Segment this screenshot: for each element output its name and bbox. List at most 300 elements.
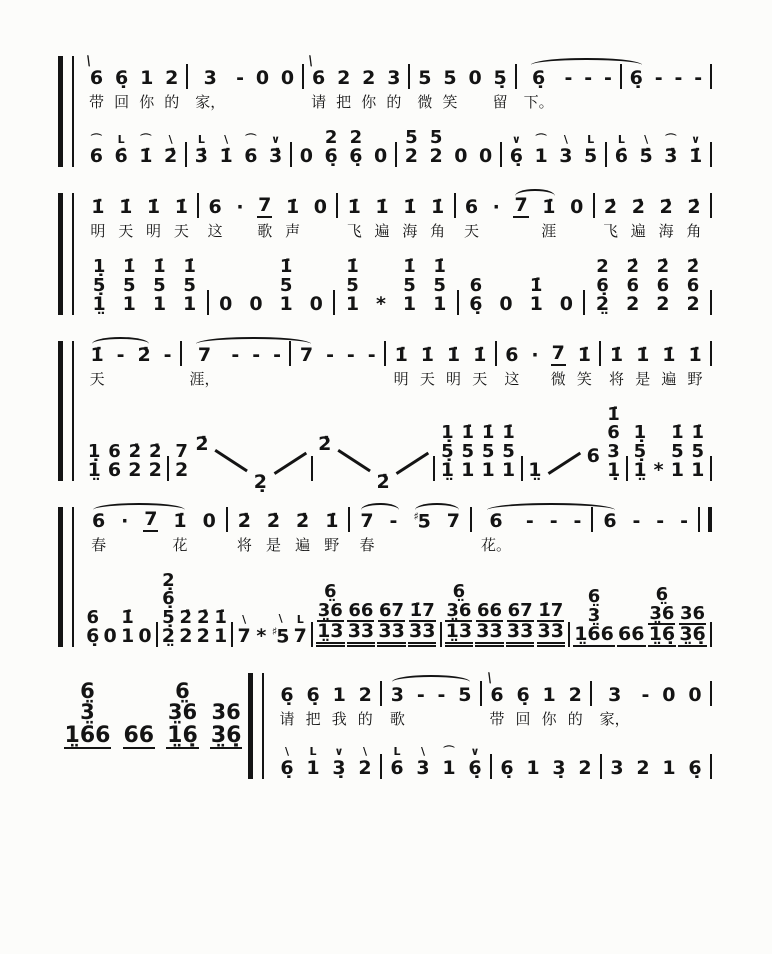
barline: [167, 456, 169, 481]
barline: [708, 290, 714, 315]
note-number: 2: [358, 756, 372, 779]
note-cell: [572, 756, 598, 779]
note-cell: [84, 198, 112, 242]
barline: [333, 290, 335, 315]
chord-note: 6̤: [80, 678, 95, 703]
note-cell: [682, 343, 708, 390]
note-cell: [578, 69, 598, 113]
fingering-mark: ⌒: [443, 744, 455, 758]
lyric: 天: [173, 222, 189, 241]
note-cell: [84, 509, 113, 556]
note-number: 2: [358, 683, 372, 706]
barline: [593, 193, 595, 218]
staff-lines: [58, 678, 248, 749]
note-number: 6̣: [280, 756, 294, 779]
chord-note: 1̇: [279, 256, 293, 278]
barline: [311, 622, 313, 647]
note-number: 1̤3: [316, 622, 344, 647]
note-number: 3̇: [269, 145, 283, 168]
chord-note: 1̇: [403, 256, 416, 278]
lyric: 花。: [480, 535, 511, 554]
lyric: 是: [265, 535, 281, 554]
note-number: 6̣: [324, 145, 338, 168]
lyric: 野: [324, 535, 340, 554]
barline: [515, 64, 517, 89]
lyric: 遍: [374, 222, 390, 241]
double-barline: [698, 507, 712, 532]
note-cell: [288, 509, 317, 556]
fingering-mark: \: [242, 612, 247, 626]
note-cell: [680, 198, 708, 242]
note-cell: [259, 509, 288, 556]
note-number: 1̤66: [574, 622, 614, 645]
barline: [710, 456, 712, 481]
lyric: 声: [285, 222, 301, 241]
melody-line: [84, 53, 714, 113]
note-number: 1̇: [446, 343, 461, 366]
barline: [710, 193, 712, 218]
fingering-mark: ⌒: [245, 133, 257, 147]
barline: [710, 754, 712, 779]
note-cell: [414, 343, 440, 390]
fingering-mark: \: [485, 670, 493, 687]
chord-note: 1̇: [346, 256, 359, 278]
note-number: 1: [670, 458, 684, 481]
note-cell: [340, 343, 361, 390]
lyric: 涯，: [189, 369, 220, 388]
tie-arc: [515, 189, 554, 203]
note-cell: [683, 134, 708, 167]
chord-note: 2: [324, 126, 338, 148]
barline: [302, 64, 304, 89]
fingering-mark: ∨: [334, 744, 344, 758]
chord-note: 1̇: [214, 606, 227, 628]
fingering-mark: \: [563, 133, 568, 147]
note-cell: [624, 69, 649, 113]
note-cell: [688, 424, 708, 481]
note-number: -: [163, 343, 172, 366]
note-cell: [140, 198, 168, 242]
chord-note: 5: [502, 440, 515, 462]
barline: [380, 754, 382, 779]
note-cell: [505, 599, 536, 647]
fingering-mark-row: [279, 613, 283, 626]
note-number: 2̇: [687, 196, 701, 219]
note-cell: [648, 258, 678, 315]
note-number: 5̇: [639, 145, 653, 168]
lyric: 的: [567, 709, 583, 728]
barline: [710, 681, 712, 706]
note-number: 6: [390, 756, 404, 779]
note-number: 1̇: [91, 196, 105, 219]
chord-note: 6: [469, 274, 483, 296]
note-cell: [356, 69, 381, 113]
chord-note: 2: [349, 126, 363, 148]
note-number: 1: [140, 67, 154, 89]
note-number: 6: [311, 67, 326, 89]
note-cell: [125, 440, 145, 481]
chord-note: 2̇: [179, 606, 193, 628]
barline: [710, 622, 712, 647]
note-cell: [478, 424, 498, 481]
lyric: 带: [489, 709, 505, 728]
chord-note: 5: [481, 440, 495, 462]
note-cell: [171, 440, 191, 481]
note-cell: [279, 198, 307, 242]
barline: [599, 341, 601, 366]
note-cell: [458, 198, 486, 242]
note-cell: [578, 134, 603, 167]
note-number: *: [653, 458, 664, 481]
chord-note: 5̣: [633, 440, 647, 462]
note-number: 3: [608, 683, 622, 706]
barline: [440, 622, 442, 647]
note-number: -: [236, 67, 244, 89]
note-number: 3: [390, 683, 404, 706]
chord-note: 5: [153, 274, 166, 296]
note-number: -: [116, 343, 125, 366]
chord-note: 2̇: [128, 440, 142, 462]
chord-note: 6̣: [596, 274, 609, 296]
tie-arc: [93, 503, 186, 517]
note-number: 2: [337, 67, 351, 89]
note-cell: [241, 292, 271, 315]
lyric: 回: [114, 92, 130, 111]
chord-note: 67: [507, 599, 533, 621]
system-row: [58, 193, 714, 315]
note-number: 6: [89, 145, 103, 168]
note-cell: [656, 343, 682, 390]
note-number: -: [674, 67, 683, 89]
score-block: [58, 678, 248, 749]
lyric: 角: [430, 222, 446, 241]
note-cell: [440, 343, 466, 390]
note-number: 3: [203, 67, 217, 89]
staff-lines: [84, 53, 714, 168]
note-cell: [439, 509, 468, 556]
chord-note: 6̤: [655, 584, 669, 606]
barline: [708, 193, 714, 242]
tie-arc: [196, 337, 311, 351]
lyric: 春: [91, 535, 107, 554]
note-number: 1̤66: [64, 722, 111, 748]
fingering-mark: \: [84, 53, 93, 70]
sharp-sign: ♯: [413, 509, 419, 523]
note-cell: [424, 126, 449, 168]
note-cell: [253, 624, 270, 647]
note-cell: [484, 670, 510, 730]
chord-note: 6: [86, 606, 99, 628]
note-number: 7: [446, 509, 461, 532]
note-number: 66: [618, 622, 645, 645]
barline: [500, 142, 502, 167]
barline: [186, 64, 188, 89]
note-number: 2̇: [659, 196, 673, 219]
lyric: 天: [419, 369, 435, 388]
barline: [521, 456, 523, 481]
chord-note: 2: [596, 256, 609, 278]
system-row: [58, 507, 714, 647]
note-number: 6̣: [688, 756, 702, 779]
note-cell: [275, 69, 300, 113]
system-row: [58, 53, 714, 168]
chord-note: 1̇: [122, 256, 136, 278]
lyric: 涯: [541, 222, 557, 241]
note-number: 1: [279, 292, 293, 315]
note-number: 7: [299, 343, 314, 366]
note-number: -: [641, 683, 650, 706]
score-block: [58, 193, 714, 315]
note-cell: [175, 258, 205, 315]
chord-note: 36: [680, 602, 706, 624]
note-number: 7: [197, 343, 212, 366]
lyric: 我: [331, 709, 347, 728]
note-number: 2̇: [195, 432, 209, 455]
chord-note: 5: [405, 126, 418, 148]
note-cell: [84, 440, 104, 481]
note-number: 2: [568, 683, 582, 706]
chord-note: 2̇: [148, 440, 162, 462]
tie-arc: [487, 503, 615, 517]
barline: [708, 622, 714, 647]
note-number: 1: [662, 756, 676, 779]
note-number: 6: [586, 444, 600, 467]
note-cell: [331, 69, 356, 113]
note-number: 1̇: [325, 509, 339, 532]
note-cell: [352, 509, 381, 556]
chord-note: 1̣: [92, 256, 106, 278]
fingering-mark: \: [278, 611, 283, 625]
melody-line: [84, 341, 714, 390]
note-cell: [352, 746, 378, 779]
note-cell: [504, 134, 529, 167]
chord-note: 1̇: [433, 256, 446, 278]
lyric: 角: [686, 222, 702, 241]
lyric: 明: [393, 369, 409, 388]
note-cell: [656, 683, 682, 730]
note-cell: [444, 583, 475, 647]
note-cell: [609, 134, 634, 167]
glissando-line: [214, 447, 248, 477]
note-number: 1: [332, 683, 346, 706]
barline: [457, 290, 459, 315]
note-number: 1̇: [146, 196, 161, 219]
lyric: 遍: [661, 369, 677, 388]
fingering-mark: L: [197, 133, 205, 147]
note-number: 1: [152, 292, 167, 315]
lyric: 天: [118, 222, 134, 241]
accompaniment-line: [84, 403, 714, 493]
note-cell: [368, 147, 393, 167]
lyric: 把: [305, 709, 321, 728]
note-number: 6̣: [500, 756, 514, 779]
note-cell: [688, 69, 708, 113]
note-cell: [161, 678, 205, 749]
note-cell: [376, 599, 407, 647]
note-cell: [381, 69, 406, 113]
barline: [207, 290, 209, 315]
note-cell: [563, 198, 591, 242]
note-cell: [542, 509, 566, 556]
note-number: 6̣: [306, 683, 320, 706]
note-number: -: [603, 67, 612, 89]
note-number: 1̇: [636, 343, 650, 366]
note-number: 1̇: [403, 196, 417, 219]
note-cell: [136, 624, 153, 647]
note-number: 7: [551, 341, 565, 364]
note-number: -: [564, 67, 573, 89]
lyric: 家，: [195, 92, 226, 111]
chord-note: 3̤6: [446, 599, 472, 621]
note-number: 2̤: [595, 292, 610, 315]
note-number: 0: [570, 196, 584, 219]
note-cell: [101, 624, 118, 647]
note-number: 6̣: [280, 683, 294, 706]
lyric: 天: [472, 369, 488, 388]
barline: [226, 507, 228, 532]
note-cell: [184, 343, 225, 390]
note-number: 6̣: [516, 683, 530, 706]
chord-note: 1̇: [529, 274, 543, 296]
accompaniment-line: [84, 258, 714, 315]
chord-note: 2̇: [686, 256, 700, 278]
note-cell: [462, 746, 488, 779]
note-number: 1̤: [633, 458, 647, 481]
note-cell: [117, 724, 161, 749]
note-cell: [396, 198, 424, 242]
note-cell: [306, 198, 334, 242]
chord-note: 5: [279, 274, 293, 296]
barline: [490, 754, 492, 779]
note-cell: [201, 198, 229, 242]
barline: [454, 193, 456, 218]
note-cell: [134, 69, 159, 113]
note-cell: [204, 702, 248, 749]
note-number: 1̇: [394, 343, 408, 366]
chord-note: 1̣: [633, 422, 647, 444]
note-cell: [157, 343, 178, 390]
note-cell: [294, 147, 319, 167]
chord-note: 6: [108, 440, 121, 462]
chord-note: 5: [461, 440, 475, 462]
note-number: 2: [626, 292, 640, 315]
note-number: 1: [691, 458, 705, 481]
note-cell: [630, 343, 656, 390]
note-number: 1: [501, 458, 516, 481]
note-cell: [368, 198, 396, 242]
melody-line: [84, 507, 714, 556]
fingering-mark: L: [587, 133, 595, 147]
chord-note: 6: [626, 274, 639, 296]
note-number: 6̇: [614, 145, 628, 168]
chord-note: 1̇: [183, 256, 196, 278]
note-number: 0: [299, 145, 313, 168]
note-cell: [672, 509, 696, 556]
chord-note: 3̤: [80, 700, 95, 725]
note-cell: [618, 258, 648, 315]
note-number: 3: [416, 756, 430, 779]
note-cell: [300, 683, 326, 730]
note-cell: [412, 69, 437, 113]
barline: [231, 622, 233, 647]
note-number: 2̣: [253, 470, 267, 493]
lyric: 请: [311, 92, 327, 111]
note-number: 1̇: [285, 196, 300, 219]
chord-note: 1̇: [671, 422, 684, 444]
note-cell: [114, 258, 144, 315]
note-cell: [84, 134, 109, 167]
note-number: 33: [347, 622, 375, 647]
note-cell: [616, 622, 647, 647]
note-number: 6: [107, 458, 122, 481]
note-number: 2: [128, 458, 142, 481]
lyric: 海: [658, 222, 674, 241]
note-cell: [58, 678, 117, 749]
note-cell: [192, 432, 212, 455]
note-cell: [520, 756, 546, 779]
note-number: 7: [258, 194, 272, 217]
note-cell: [525, 343, 545, 390]
system-row: [58, 341, 714, 493]
note-number: 6: [489, 509, 503, 532]
note-cell: [84, 343, 110, 390]
barline: [156, 622, 158, 647]
note-number: 1̇: [139, 145, 153, 168]
chord-note: 1̇7: [538, 599, 564, 621]
barline: [708, 754, 714, 779]
note-cell: [650, 458, 667, 481]
note-number: -: [367, 343, 376, 366]
note-number: 5: [418, 67, 432, 89]
chord-note: 2̣: [162, 569, 175, 591]
note-number: 1: [542, 683, 556, 706]
lyric: 这: [504, 369, 520, 388]
note-cell: [250, 69, 275, 113]
lyric: 你: [361, 92, 377, 111]
lyric: 海: [402, 222, 418, 241]
note-cell: [647, 586, 678, 647]
barline: [710, 142, 712, 167]
chord-note: 5: [433, 274, 446, 296]
note-number: 1̇: [375, 196, 389, 219]
note-cell: [424, 198, 452, 242]
note-cell: [519, 69, 559, 113]
note-number: 1̇: [689, 145, 703, 168]
barline: [384, 341, 386, 366]
note-number: 2: [179, 624, 193, 647]
note-cell: [319, 126, 344, 168]
note-number: 2: [578, 756, 592, 779]
chord-note: 5̣: [441, 440, 454, 462]
note-cell: [494, 756, 520, 779]
note-cell: [301, 292, 331, 315]
note-number: 5: [443, 67, 457, 89]
note-cell: [535, 198, 563, 242]
lyric: 歌: [257, 222, 273, 241]
note-cell: [546, 756, 572, 779]
note-number: 6̣: [532, 67, 546, 89]
lyric: 家，: [599, 709, 630, 728]
note-number: 1̇: [347, 196, 361, 219]
lyric: 将: [236, 535, 252, 554]
note-cell: [160, 569, 177, 647]
barline: [395, 142, 397, 167]
note-number: 1: [345, 292, 360, 315]
note-cell: [189, 134, 214, 167]
note-number: 0: [280, 67, 295, 89]
note-cell: [491, 292, 521, 315]
note-number: 0: [138, 624, 152, 647]
